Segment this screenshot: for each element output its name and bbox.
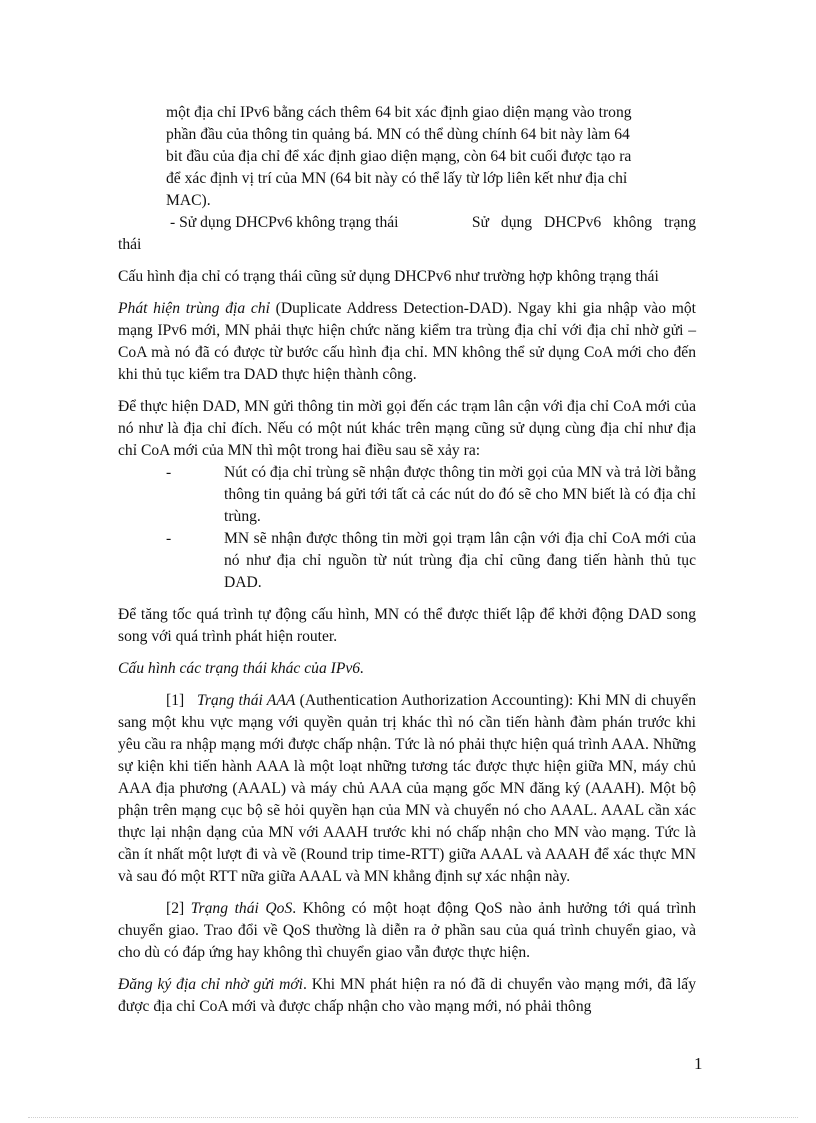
text-line: phần đầu của thông tin quảng bá. MN có thể dùng chính 64 bit này làm 64	[166, 126, 630, 143]
bullet-dash: -	[166, 530, 172, 547]
page-bottom-rule	[28, 1117, 798, 1118]
dad-title: Phát hiện trùng địa chỉ	[118, 300, 270, 317]
list-item-text: MN sẽ nhận được thông tin mời gọi trạm lân cận với địa chỉ CoA mới của nó như địa chỉ nguồn từ nút trùng địa chỉ cũng đang tiến hành thủ tục DAD.	[224, 530, 696, 591]
dhcp-stateless-item	[118, 212, 696, 256]
aaa-text: (Authentication Authorization Accounting): Khi MN di chuyển sang một khu vực mạng với quyền quản trị khác thì nó cần tiến hành đàm phán trước khi yêu cầu ra nhập mạng mới được chấp nhận. Tức là nó phải thực hiện quá trình AAA. Những sự kiện khi tiến hành AAA là một loạt những tương tác được thực hiện giữa MN, máy chủ AAA địa phương (AAAL) và máy chủ AAA của mạng gốc MN đăng ký (AAAH). Một bộ phận trên mạng cục bộ sẽ hỏi quyền hạn của MN và chuyển nó cho AAAL. AAAL cần xác thực lại nhận dạng của MN với AAAH trước khi nó chấp nhận cho MN vào mạng. Tức là cần ít nhất một lượt đi và về (Round trip time-RTT) giữa AAAL và AAAH để xác thực MN và sau đó một RTT nữa giữa AAAL và MN khẳng định sự xác nhận này.	[118, 692, 697, 885]
list-item	[118, 528, 696, 594]
dhcp-right: Sử dụng DHCPv6 không trạng	[471, 214, 696, 231]
list-item	[118, 462, 696, 528]
dhcp-left: - Sử dụng DHCPv6 không trạng thái	[170, 214, 399, 231]
aaa-paragraph	[118, 690, 696, 888]
aaa-number: [1]	[166, 692, 185, 709]
register-title: Đăng ký địa chỉ nhờ gửi mới	[118, 976, 303, 993]
speedup-paragraph: Để tăng tốc quá trình tự động cấu hình, MN có thể được thiết lập để khởi động DAD song song với quá trình phát hiện router.	[118, 606, 696, 645]
page-number: 1	[694, 1054, 703, 1073]
dad-paragraph	[118, 298, 696, 386]
dhcp-cont: thái	[118, 236, 142, 253]
body-text	[118, 102, 696, 1018]
qos-number: [2]	[166, 900, 185, 917]
other-config-heading-text: Cấu hình các trạng thái khác của IPv6.	[118, 660, 364, 677]
aaa-title: Trạng thái AAA	[197, 692, 296, 709]
text-line: để xác định vị trí của MN (64 bit này có thể lấy từ lớp liên kết như địa chỉ	[166, 170, 628, 187]
register-coa-paragraph	[118, 974, 696, 1018]
stateful-config-paragraph: Cấu hình địa chỉ có trạng thái cũng sử dụng DHCPv6 như trường hợp không trạng thái	[118, 268, 659, 285]
bullet-dash: -	[166, 464, 172, 481]
text-line: MAC).	[166, 192, 211, 209]
text-line: bit đầu của địa chỉ để xác định giao diện mạng, còn 64 bit cuối được tạo ra	[166, 148, 632, 165]
dad-process-paragraph: Để thực hiện DAD, MN gửi thông tin mời gọi đến các trạm lân cận với địa chỉ CoA mới của nó như là địa chỉ đích. Nếu có một nút khác trên mạng cũng sử dụng cùng địa chỉ như địa chỉ CoA mới của MN thì một trong hai điều sau sẽ xảy ra:	[118, 398, 696, 459]
dad-text: (Duplicate Address Detection-DAD). Ngay khi gia nhập vào một mạng IPv6 mới, MN phải thực hiện chức năng kiểm tra trùng địa chỉ với địa chỉ nhờ gửi – CoA mà nó đã có được từ bước cấu hình địa chỉ. MN không thể sử dụng CoA mới cho đến khi thủ tục kiểm tra DAD thực hiện thành công.	[118, 300, 696, 383]
dad-outcome-list	[118, 462, 696, 594]
qos-title: Trạng thái QoS	[190, 900, 293, 917]
list-item-text: Nút có địa chỉ trùng sẽ nhận được thông tin mời gọi của MN và trả lời bằng thông tin quảng bá gửi tới tất cả các nút do đó sẽ cho MN biết là có địa chỉ trùng.	[224, 464, 696, 525]
intro-paragraph	[118, 102, 696, 212]
qos-paragraph	[118, 898, 696, 964]
qos-text: . Không có một hoạt động QoS nào ảnh hưởng tới quá trình chuyển giao. Trao đổi về QoS thường là diễn ra ở phần sau của quá trình chuyển giao, và cho dù có đáp ứng hay không thì chuyển giao vẫn được thực hiện.	[118, 900, 696, 961]
other-config-heading	[118, 658, 696, 680]
register-text: . Khi MN phát hiện ra nó đã di chuyển vào mạng mới, đã lấy được địa chỉ CoA mới và được chấp nhận cho vào mạng mới, nó phải thông	[118, 976, 697, 1015]
text-line: một địa chỉ IPv6 bằng cách thêm 64 bit xác định giao diện mạng vào trong	[166, 104, 632, 121]
